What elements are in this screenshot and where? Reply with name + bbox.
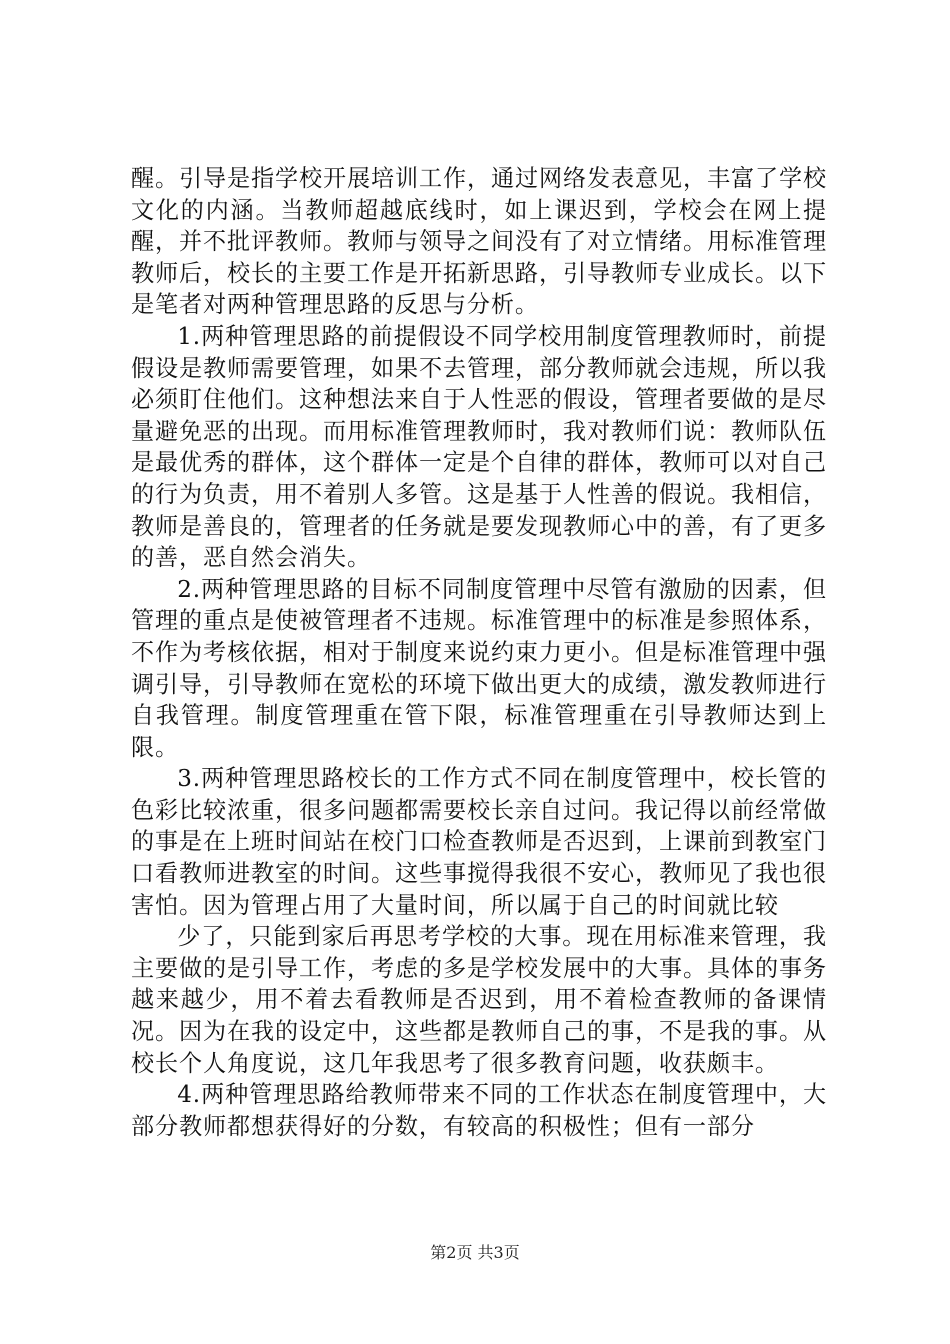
document-body <box>131 164 827 1143</box>
paragraph-point-4: 4.两种管理思路给教师带来不同的工作状态在制度管理中，大部分教师都想获得好的分数，有较高的积极性；但有一部分 <box>131 1082 827 1140</box>
paragraph-point-2: 2.两种管理思路的目标不同制度管理中尽管有激励的因素，但管理的重点是使被管理者不违规。标准管理中的标准是参照体系，不作为考核依据，相对于制度来说约束力更小。但是标准管理中强调引导，引导教师在宽松的环境下做出更大的成绩，激发教师进行自我管理。制度管理重在管下限，标准管理重在引导教师达到上限。 <box>131 576 827 761</box>
paragraph-point-3: 3.两种管理思路校长的工作方式不同在制度管理中，校长管的色彩比较浓重，很多问题都需要校长亲自过问。我记得以前经常做的事是在上班时间站在校门口检查教师是否迟到，上课前到教室门口看教师进教室的时间。这些事搅得我很不安心，教师见了我也很害怕。因为管理占用了大量时间，所以属于自己的时间就比较 <box>131 766 827 919</box>
paragraph-point-3-continued: 少了，只能到家后再思考学校的大事。现在用标准来管理，我主要做的是引导工作，考虑的多是学校发展中的大事。具体的事务越来越少，用不着去看教师是否迟到，用不着检查教师的备课情况。因为在我的设定中，这些都是教师自己的事，不是我的事。从校长个人角度说，这几年我思考了很多教育问题，收获颇丰。 <box>131 924 827 1077</box>
paragraph-point-1: 1.两种管理思路的前提假设不同学校用制度管理教师时，前提假设是教师需要管理，如果不去管理，部分教师就会违规，所以我必须盯住他们。这种想法来自于人性恶的假设，管理者要做的是尽量避免恶的出现。而用标准管理教师时，我对教师们说：教师队伍是最优秀的群体，这个群体一定是个自律的群体，教师可以对自己的行为负责，用不着别人多管。这是基于人性善的假说。我相信，教师是善良的，管理者的任务就是要发现教师心中的善，有了更多的善，恶自然会消失。 <box>131 323 827 572</box>
page-number-footer: 第2页 共3页 <box>430 1243 520 1262</box>
paragraph-continued: 醒。引导是指学校开展培训工作，通过网络发表意见，丰富了学校文化的内涵。当教师超越底线时，如上课迟到，学校会在网上提醒，并不批评教师。教师与领导之间没有了对立情绪。用标准管理教师后，校长的主要工作是开拓新思路，引导教师专业成长。以下是笔者对两种管理思路的反思与分析。 <box>131 166 827 319</box>
